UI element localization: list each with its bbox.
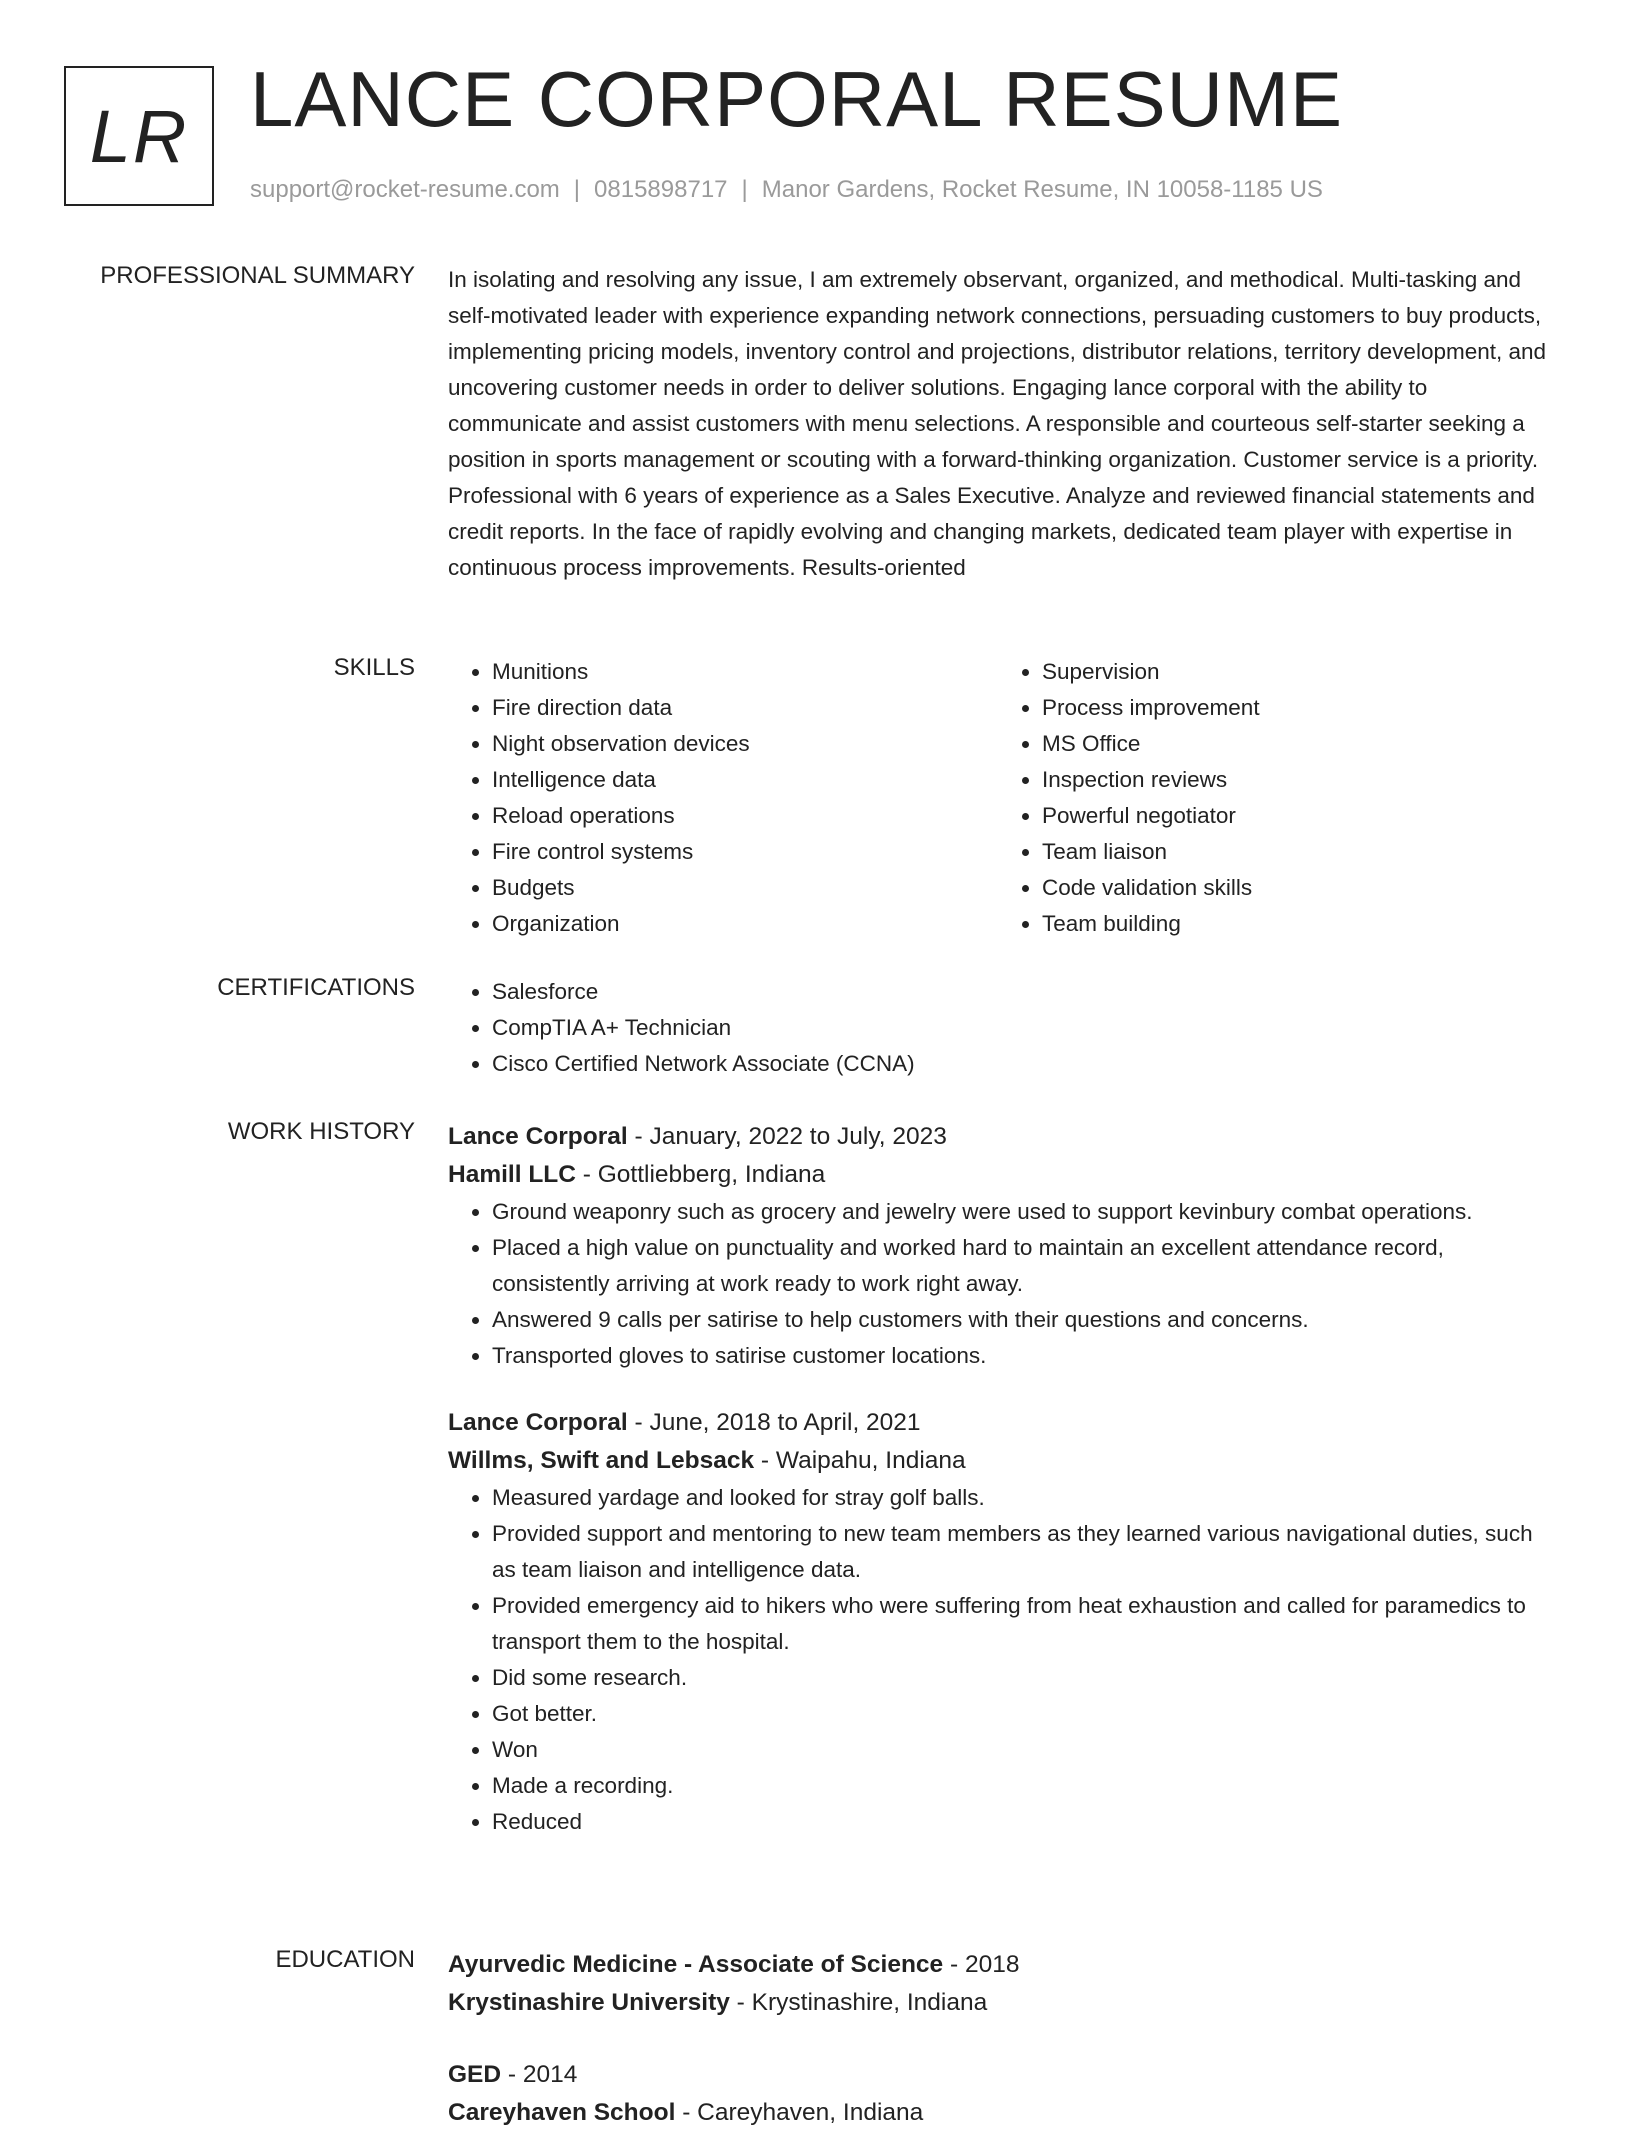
job-title: Lance Corporal	[448, 1409, 628, 1436]
education-school-line	[448, 1984, 1560, 2022]
education-location: - Krystinashire, Indiana	[729, 1989, 988, 2016]
job-dates: - June, 2018 to April, 2021	[627, 1409, 921, 1436]
job-entry	[448, 1118, 1560, 1374]
certification-item: • Salesforce	[492, 974, 1560, 1010]
job-bullet: • Placed a high value on punctuality and worked hard to maintain an excellent attendance record, consistently arriving at work ready to work right away.	[492, 1230, 1560, 1302]
job-bullet: • Answered 9 calls per satirise to help customers with their questions and concerns.	[492, 1302, 1560, 1338]
job-location: - Gottliebberg, Indiana	[575, 1161, 826, 1188]
skills-heading: SKILLS	[333, 654, 415, 681]
skill-item: • Fire direction data	[492, 690, 998, 726]
skills-list-right	[998, 654, 1548, 942]
job-bullet: • Got better.	[492, 1696, 1560, 1732]
job-bullet: • Won	[492, 1732, 1560, 1768]
job-entry	[448, 1404, 1560, 1840]
job-bullet: • Provided support and mentoring to new team members as they learned various navigational duties, such as team liaison and intelligence data.	[492, 1516, 1560, 1588]
job-bullet: • Measured yardage and looked for stray golf balls.	[492, 1480, 1560, 1516]
skills-columns	[448, 654, 1560, 942]
education-entry	[448, 1946, 1560, 2022]
job-bullet: • Reduced	[492, 1804, 1560, 1840]
job-bullet: • Provided emergency aid to hikers who were suffering from heat exhaustion and called for paramedics to transport them to the hospital.	[492, 1588, 1560, 1660]
contact-email[interactable]: support@rocket-resume.com	[250, 176, 560, 203]
skill-item: • Reload operations	[492, 798, 998, 834]
summary-body	[448, 262, 1560, 586]
education-entry	[448, 2056, 1560, 2132]
job-bullet: • Did some research.	[492, 1660, 1560, 1696]
education-location: - Careyhaven, Indiana	[675, 2099, 924, 2126]
contact-separator: |	[741, 176, 748, 203]
education-body	[448, 1946, 1560, 2132]
contact-phone[interactable]: 0815898717	[594, 176, 728, 203]
skill-item: • Team building	[1042, 906, 1548, 942]
contact-separator: |	[573, 176, 581, 203]
job-company-line	[448, 1442, 1560, 1480]
job-bullet: • Ground weaponry such as grocery and jewelry were used to support kevinbury combat operations.	[492, 1194, 1560, 1230]
skill-item: • Supervision	[1042, 654, 1548, 690]
job-bullet: • Transported gloves to satirise customer locations.	[492, 1338, 1560, 1374]
resume-title: LANCE CORPORAL RESUME	[250, 55, 1344, 143]
summary-heading: PROFESSIONAL SUMMARY	[100, 262, 415, 289]
work-history-body	[448, 1118, 1560, 1840]
education-degree: Ayurvedic Medicine - Associate of Science	[448, 1951, 944, 1978]
monogram-initials: LR	[89, 94, 189, 178]
skill-item: • Fire control systems	[492, 834, 998, 870]
education-year: - 2018	[943, 1951, 1020, 1978]
job-title: Lance Corporal	[448, 1123, 628, 1150]
skill-item: • Budgets	[492, 870, 998, 906]
job-bullets	[448, 1194, 1560, 1374]
skills-list-left	[448, 654, 998, 942]
job-location: - Waipahu, Indiana	[754, 1447, 966, 1474]
skill-item: • Night observation devices	[492, 726, 998, 762]
certifications-body	[448, 974, 1560, 1082]
contact-line	[250, 176, 1323, 204]
job-bullet: • Made a recording.	[492, 1768, 1560, 1804]
job-company: Hamill LLC	[448, 1161, 576, 1188]
skill-item: • Powerful negotiator	[1042, 798, 1548, 834]
education-school: Krystinashire University	[448, 1989, 730, 2016]
certifications-list	[448, 974, 1560, 1082]
skill-item: • Code validation skills	[1042, 870, 1548, 906]
skill-item: • Process improvement	[1042, 690, 1548, 726]
work-history-heading: WORK HISTORY	[227, 1118, 415, 1145]
job-dates: - January, 2022 to July, 2023	[627, 1123, 947, 1150]
education-year: - 2014	[501, 2061, 578, 2088]
certification-item: • Cisco Certified Network Associate (CCNA)	[492, 1046, 1560, 1082]
skill-item: • Munitions	[492, 654, 998, 690]
education-degree: GED	[448, 2061, 502, 2088]
education-school: Careyhaven School	[448, 2099, 676, 2126]
job-title-line	[448, 1118, 1560, 1156]
job-company-line	[448, 1156, 1560, 1194]
education-school-line	[448, 2094, 1560, 2132]
job-title-line	[448, 1404, 1560, 1442]
job-bullets	[448, 1480, 1560, 1840]
skill-item: • Team liaison	[1042, 834, 1548, 870]
skill-item: • Organization	[492, 906, 998, 942]
education-degree-line	[448, 1946, 1560, 1984]
contact-address: Manor Gardens, Rocket Resume, IN 10058-1185 US	[761, 176, 1323, 203]
skills-body	[448, 654, 1560, 942]
monogram-logo	[64, 66, 214, 206]
skill-item: • Intelligence data	[492, 762, 998, 798]
education-heading: EDUCATION	[275, 1946, 415, 1973]
education-degree-line	[448, 2056, 1560, 2094]
certification-item: • CompTIA A+ Technician	[492, 1010, 1560, 1046]
skill-item: • MS Office	[1042, 726, 1548, 762]
job-company: Willms, Swift and Lebsack	[448, 1447, 755, 1474]
certifications-heading: CERTIFICATIONS	[217, 974, 415, 1001]
skill-item: • Inspection reviews	[1042, 762, 1548, 798]
summary-text: In isolating and resolving any issue, I am extremely observant, organized, and methodical. Multi-tasking and self-motivated leader with experience expanding network connections, persuading customers to buy products, implementing pricing models, inventory control and projections, distributor relations, territory development, and uncovering customer needs in order to deliver solutions. Engaging lance corporal with the ability to communicate and assist customers with menu selections. A responsible and courteous self-starter seeking a position in sports management or scouting with a forward-thinking organization. Customer service is a priority. Professional with 6 years of experience as a Sales Executive. Analyze and reviewed financial statements and credit reports. In the face of rapidly evolving and changing markets, dedicated team player with expertise in continuous process improvements. Results-oriented	[448, 267, 1547, 580]
